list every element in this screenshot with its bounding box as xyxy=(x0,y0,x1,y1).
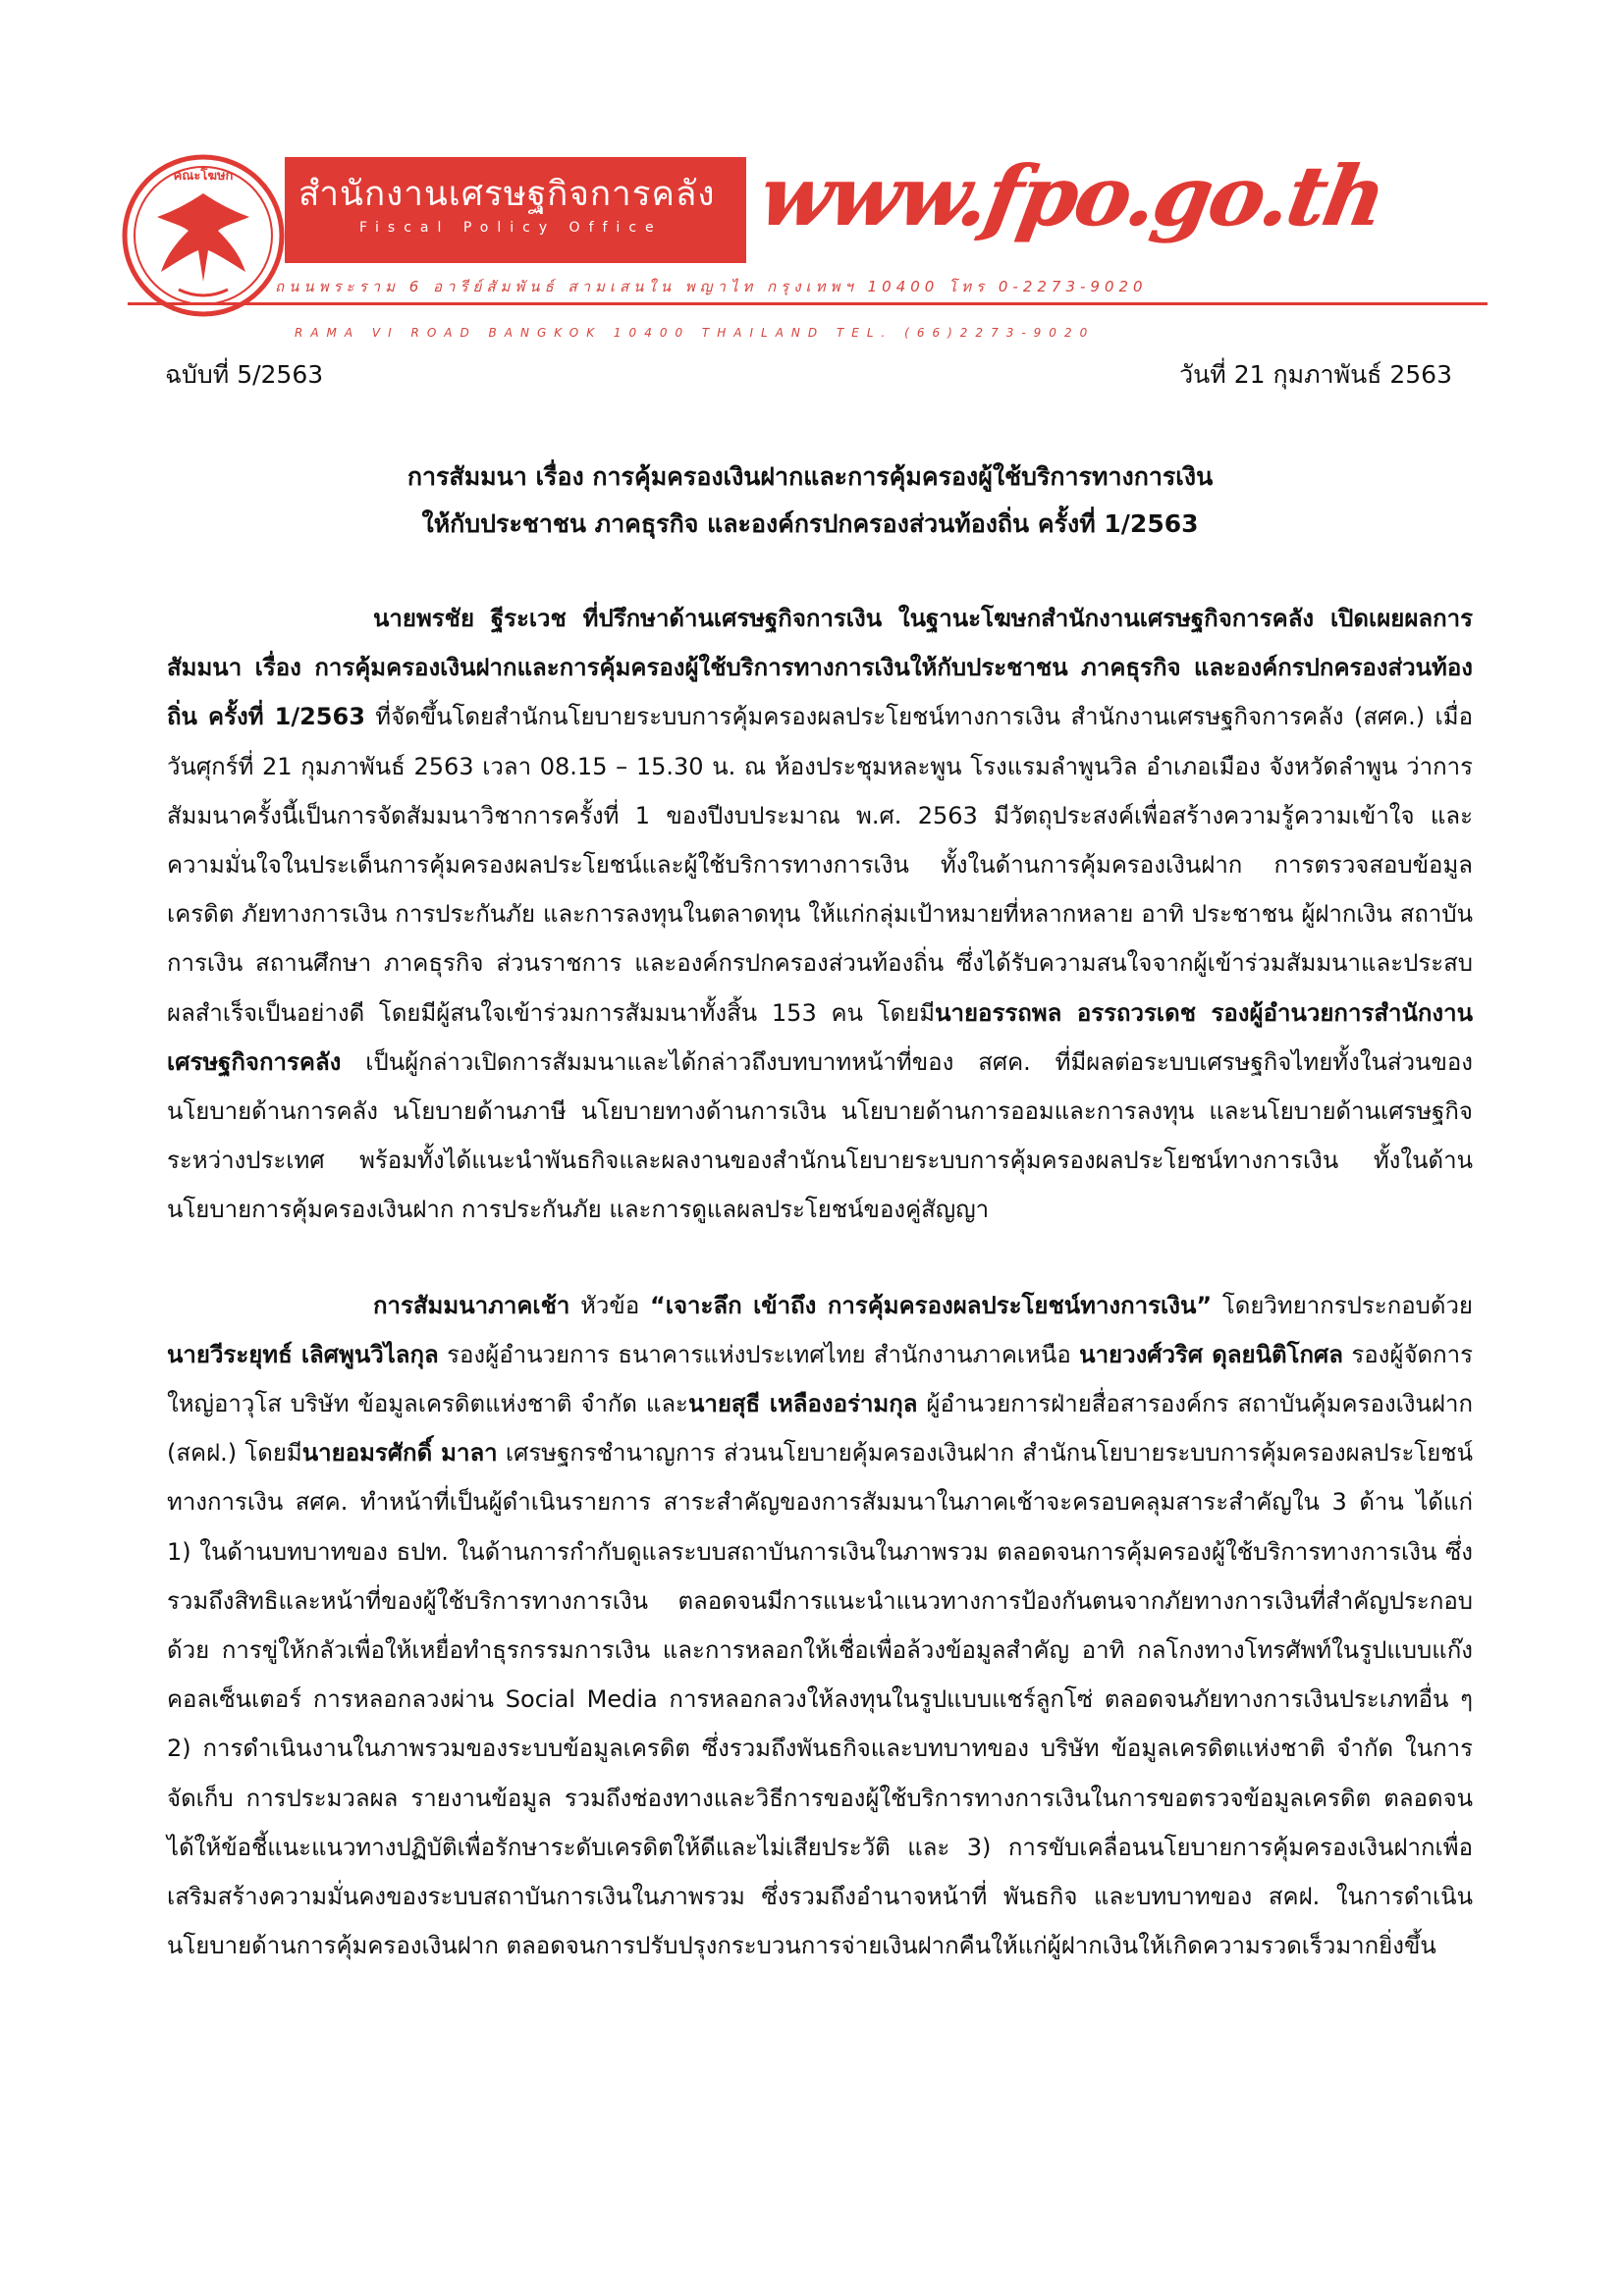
title-line-1: การสัมมนา เรื่อง การคุ้มครองเงินฝากและการคุ้มครองผู้ใช้บริการทางการเงิน xyxy=(406,462,1214,491)
issue-number: ฉบับที่ 5/2563 xyxy=(165,360,324,389)
header-divider xyxy=(128,302,1488,305)
p1-text-1: ที่จัดขึ้นโดยสำนักนโยบายระบบการคุ้มครองผลประโยชน์ทางการเงิน สำนักงานเศรษฐกิจการคลัง (สศค.) เมื่อวันศุกร์ที่ 21 กุมภาพันธ์ 2563 เวลา 08.15 – 15.30 น. ณ ห้องประชุมหละพูน โรงแรมลำพูนวิล อำเภอเมือง จังหวัดลำพูน ว่าการสัมมนาครั้งนี้เป็นการจัดสัมมนาวิชาการครั้งที่ 1 ของปีงบประมาณ พ.ศ. 2563 มีวัตถุประสงค์เพื่อสร้างความรู้ความเข้าใจ และความมั่นใจในประเด็นการคุ้มครองผลประโยชน์และผู้ใช้บริการทางการเงิน ทั้งในด้านการคุ้มครองเงินฝาก การตรวจสอบข้อมูลเครดิต ภัยทางการเงิน การประกันภัย และการลงทุนในตลาดทุน ให้แก่กลุ่มเป้าหมายที่หลากหลาย อาทิ ประชาชน ผู้ฝากเงิน สถาบันการเงิน สถานศึกษา ภาคธุรกิจ ส่วนราชการ และองค์กรปกครองส่วนท้องถิ่น ซึ่งได้รับความสนใจจากผู้เข้าร่วมสัมมนาและประสบผลสำเร็จเป็นอย่างดี โดยมีผู้สนใจเข้าร่วมการสัมมนาทั้งสิ้น 153 คน โดยมี xyxy=(167,703,1473,1027)
agency-seal-logo xyxy=(120,152,287,319)
paragraph-2 xyxy=(167,1281,1473,1971)
p2-bold-session: การสัมมนาภาคเช้า xyxy=(373,1291,570,1319)
p1-bold-spokesperson: นายพรชัย ฐีระเวช ที่ปรึกษาด้านเศรษฐกิจการเงิน ในฐานะโฆษกสำนักงานเศรษฐกิจการคลัง เปิดเผยผลการสัมมนา เรื่อง การคุ้มครองเงินฝากและการคุ้มครองผู้ใช้บริการทางการเงินให้กับประชาชน ภาคธุรกิจ และองค์กรปกครองส่วนท้องถิ่น ครั้งที่ 1/2563 xyxy=(167,605,1473,731)
p2-bold-speaker-2: นายวงศ์วริศ ดุลยนิติโกศล xyxy=(1079,1340,1343,1368)
p2-text-5: ผู้อำนวยการฝ่ายสื่อสารองค์กร สถาบันคุ้มครองเงินฝาก (สคฝ.) โดยมี xyxy=(167,1390,1473,1468)
agency-name-banner xyxy=(285,157,746,263)
p2-bold-moderator: นายอมรศักดิ์ มาลา xyxy=(301,1439,498,1468)
agency-name-th: สำนักงานเศรษฐกิจการคลัง xyxy=(298,175,716,214)
p1-text-2: เป็นผู้กล่าวเปิดการสัมมนาและได้กล่าวถึงบทบาทหน้าที่ของ สศค. ที่มีผลต่อระบบเศรษฐกิจไทยทั้งในส่วนของนโยบายด้านการคลัง นโยบายด้านภาษี นโยบายทางด้านการเงิน นโยบายด้านการออมและการลงทุน และนโยบายด้านเศรษฐกิจระหว่างประเทศ พร้อมทั้งได้แนะนำพันธกิจและผลงานของสำนักนโยบายระบบการคุ้มครองผลประโยชน์ทางการเงิน ทั้งในด้านนโยบายการคุ้มครองเงินฝาก การประกันภัย และการดูแลผลประโยชน์ของคู่สัญญา xyxy=(167,1047,1473,1224)
p2-bold-speaker-1: นายวีระยุทธ์ เลิศพูนวิไลกุล xyxy=(167,1340,439,1368)
p2-text-4: รองผู้จัดการใหญ่อาวุโส บริษัท ข้อมูลเครดิตแห่งชาติ จำกัด และ xyxy=(167,1340,1473,1418)
address-en: RAMA VI ROAD BANGKOK 10400 THAILAND TEL. (66)2273-9020 xyxy=(295,326,1096,340)
p2-text-1: หัวข้อ xyxy=(569,1291,650,1319)
p2-text-3: รองผู้อำนวยการ ธนาคารแห่งประเทศไทย สำนักงานภาคเหนือ xyxy=(438,1340,1080,1368)
title-line-2: ให้กับประชาชน ภาคธุรกิจ และองค์กรปกครองส่วนท้องถิ่น ครั้งที่ 1/2563 xyxy=(421,509,1199,538)
p1-bold-deputy: นายอรรถพล อรรถวรเดช รองผู้อำนวยการสำนักงานเศรษฐกิจการคลัง xyxy=(167,998,1473,1076)
p2-text-2: โดยวิทยากรประกอบด้วย xyxy=(1212,1291,1473,1319)
p2-bold-topic: “เจาะลึก เข้าถึง การคุ้มครองผลประโยชน์ทางการเงิน” xyxy=(649,1291,1213,1319)
paragraph-1 xyxy=(167,594,1473,1235)
agency-name-en: Fiscal Policy Office xyxy=(359,220,663,236)
letterhead xyxy=(118,93,1492,358)
p2-bold-speaker-3: นายสุธี เหลืองอร่ามกุล xyxy=(687,1390,918,1418)
address-th: ถนนพระราม 6 อารีย์สัมพันธ์ สามเสนใน พญาไท กรุงเทพฯ 10400 โทร 0-2273-9020 xyxy=(275,278,1148,295)
website-link[interactable]: www.fpo.go.th xyxy=(752,147,1391,244)
article-body xyxy=(167,594,1473,1970)
p2-text-6: เศรษฐกรชำนาญการ ส่วนนโยบายคุ้มครองเงินฝาก สำนักนโยบายระบบการคุ้มครองผลประโยชน์ทางการเงิน สศค. ทำหน้าที่เป็นผู้ดำเนินรายการ สาระสำคัญของการสัมมนาในภาคเช้าจะครอบคลุมสาระสำคัญใน 3 ด้าน ได้แก่ 1) ในด้านบทบาทของ ธปท. ในด้านการกำกับดูแลระบบสถาบันการเงินในภาพรวม ตลอดจนการคุ้มครองผู้ใช้บริการทางการเงิน ซึ่งรวมถึงสิทธิและหน้าที่ของผู้ใช้บริการทางการเงิน ตลอดจนมีการแนะนำแนวทางการป้องกันตนจากภัยทางการเงินที่สำคัญประกอบด้วย การขู่ให้กลัวเพื่อให้เหยื่อทำธุรกรรมการเงิน และการหลอกให้เชื่อเพื่อล้วงข้อมูลสำคัญ อาทิ กลโกงทางโทรศัพท์ในรูปแบบแก๊งคอลเซ็นเตอร์ การหลอกลวงผ่าน Social Media การหลอกลวงให้ลงทุนในรูปแบบแชร์ลูกโซ่ ตลอดจนภัยทางการเงินประเภทอื่น ๆ 2) การดำเนินงานในภาพรวมของระบบข้อมูลเครดิต ซึ่งรวมถึงพันธกิจและบทบาทของ บริษัท ข้อมูลเครดิตแห่งชาติ จำกัด ในการจัดเก็บ การประมวลผล รายงานข้อมูล รวมถึงช่องทางและวิธีการของผู้ใช้บริการทางการเงินในการขอตรวจข้อมูลเครดิต ตลอดจนได้ให้ข้อชี้แนะแนวทางปฏิบัติเพื่อรักษาระดับเครดิตให้ดีและไม่เสียประวัติ และ 3) การขับเคลื่อนนโยบายการคุ้มครองเงินฝากเพื่อเสริมสร้างความมั่นคงของระบบสถาบันการเงินในภาพรวม ซึ่งรวมถึงอำนาจหน้าที่ พันธกิจ และบทบาทของ สคฝ. ในการดำเนินนโยบายด้านการคุ้มครองเงินฝาก ตลอดจนการปรับปรุงกระบวนการจ่ายเงินฝากคืนให้แก่ผู้ฝากเงินให้เกิดความรวดเร็วมากยิ่งขึ้น xyxy=(167,1439,1474,1960)
seal-text: คณะโฆษก xyxy=(173,169,234,184)
page-title xyxy=(157,454,1463,548)
issue-date: วันที่ 21 กุมภาพันธ์ 2563 xyxy=(1179,360,1452,389)
